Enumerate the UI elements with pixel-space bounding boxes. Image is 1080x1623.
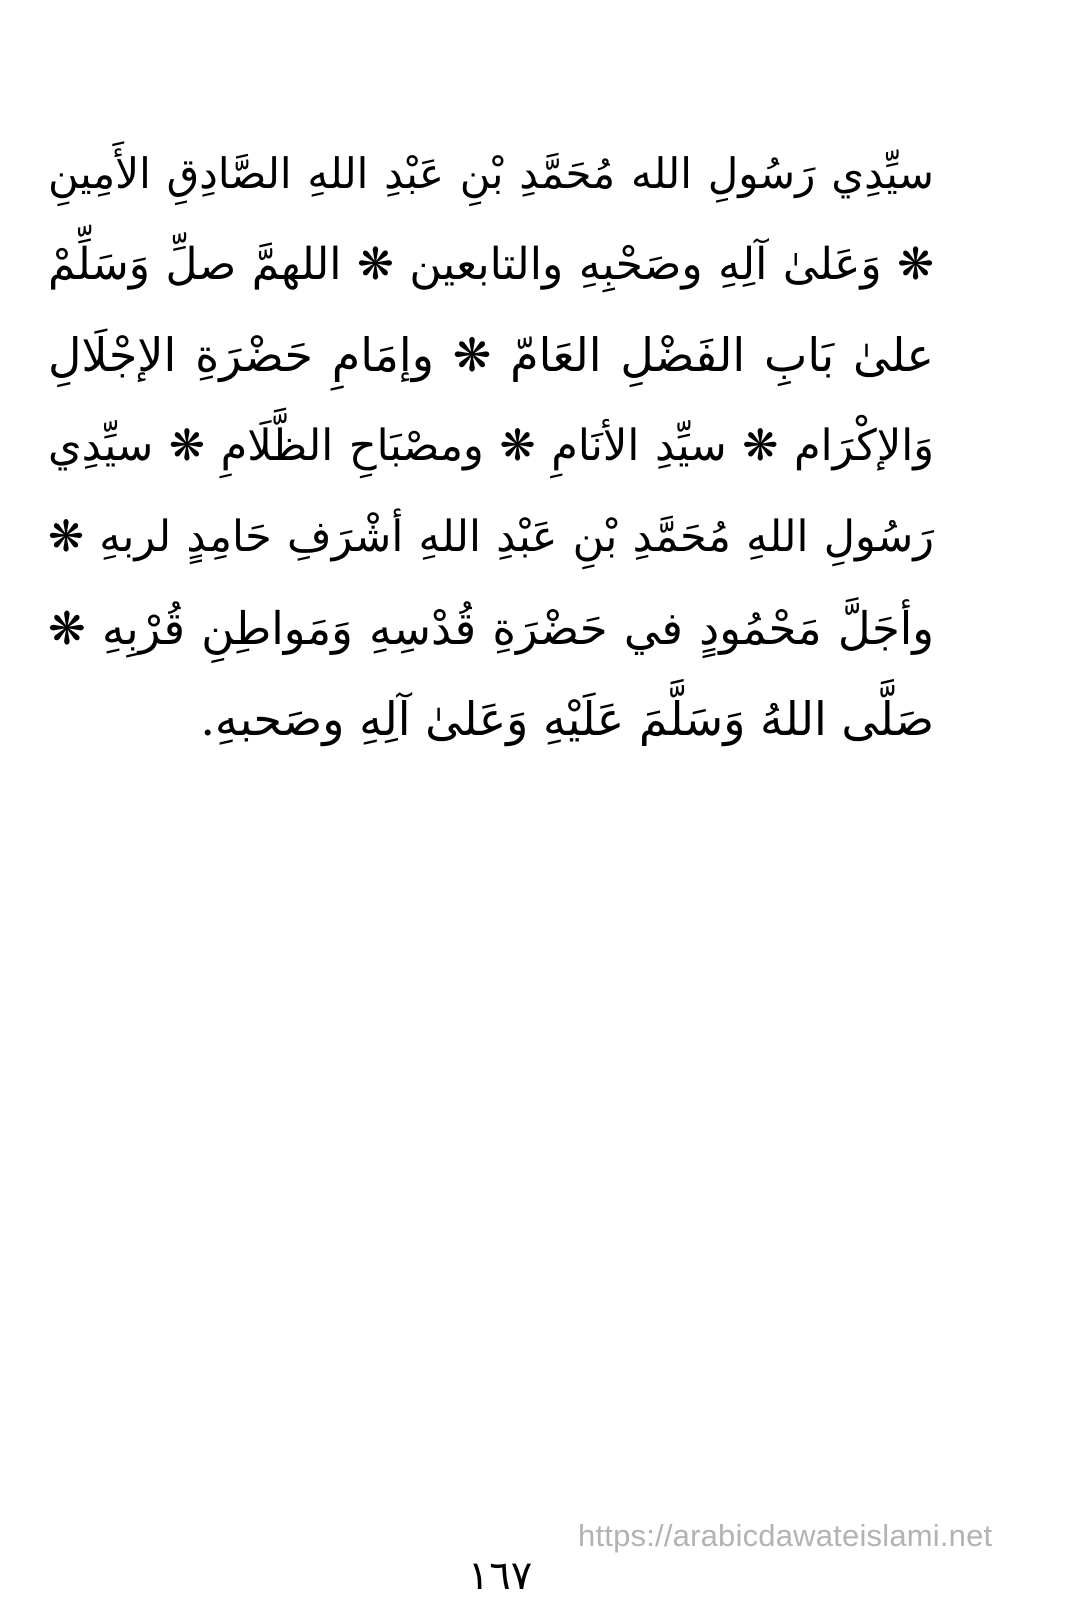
text-line: سيِّدِي رَسُولِ الله مُحَمَّدِ بْنِ عَبْدِ اللهِ الصَّادِقِ الأَمِينِ <box>48 149 934 198</box>
text-line: وَالإكْرَام ❋ سيِّدِ الأنَامِ ❋ ومصْبَاحِ الظَّلَامِ ❋ سيِّدِي <box>48 421 934 471</box>
text-line: علىٰ بَابِ الفَضْلِ العَامّ ❋ وإمَامِ حَضْرَةِ الإجْلَالِ <box>48 328 934 382</box>
text-line: صَلَّى اللهُ وَسَلَّمَ عَلَيْهِ وَعَلىٰ آلِهِ وصَحبهِ. <box>200 692 934 746</box>
text-line: ❋ وَعَلىٰ آلِهِ وصَحْبِهِ والتابعين ❋ اللهمَّ صلِّ وَسَلِّمْ <box>48 239 934 290</box>
page-number: ١٦٧ <box>467 1553 533 1599</box>
arabic-text-block <box>48 128 934 765</box>
text-line: وأجَلَّ مَحْمُودٍ في حَضْرَةِ قُدْسِهِ وَمَواطِنِ قُرْبِهِ ❋ <box>48 602 934 655</box>
text-line: رَسُولِ اللهِ مُحَمَّدِ بْنِ عَبْدِ اللهِ أشْرَفِ حَامِدٍ لربهِ ❋ <box>48 512 934 562</box>
watermark-url: https://arabicdawateislami.net <box>578 1518 993 1553</box>
